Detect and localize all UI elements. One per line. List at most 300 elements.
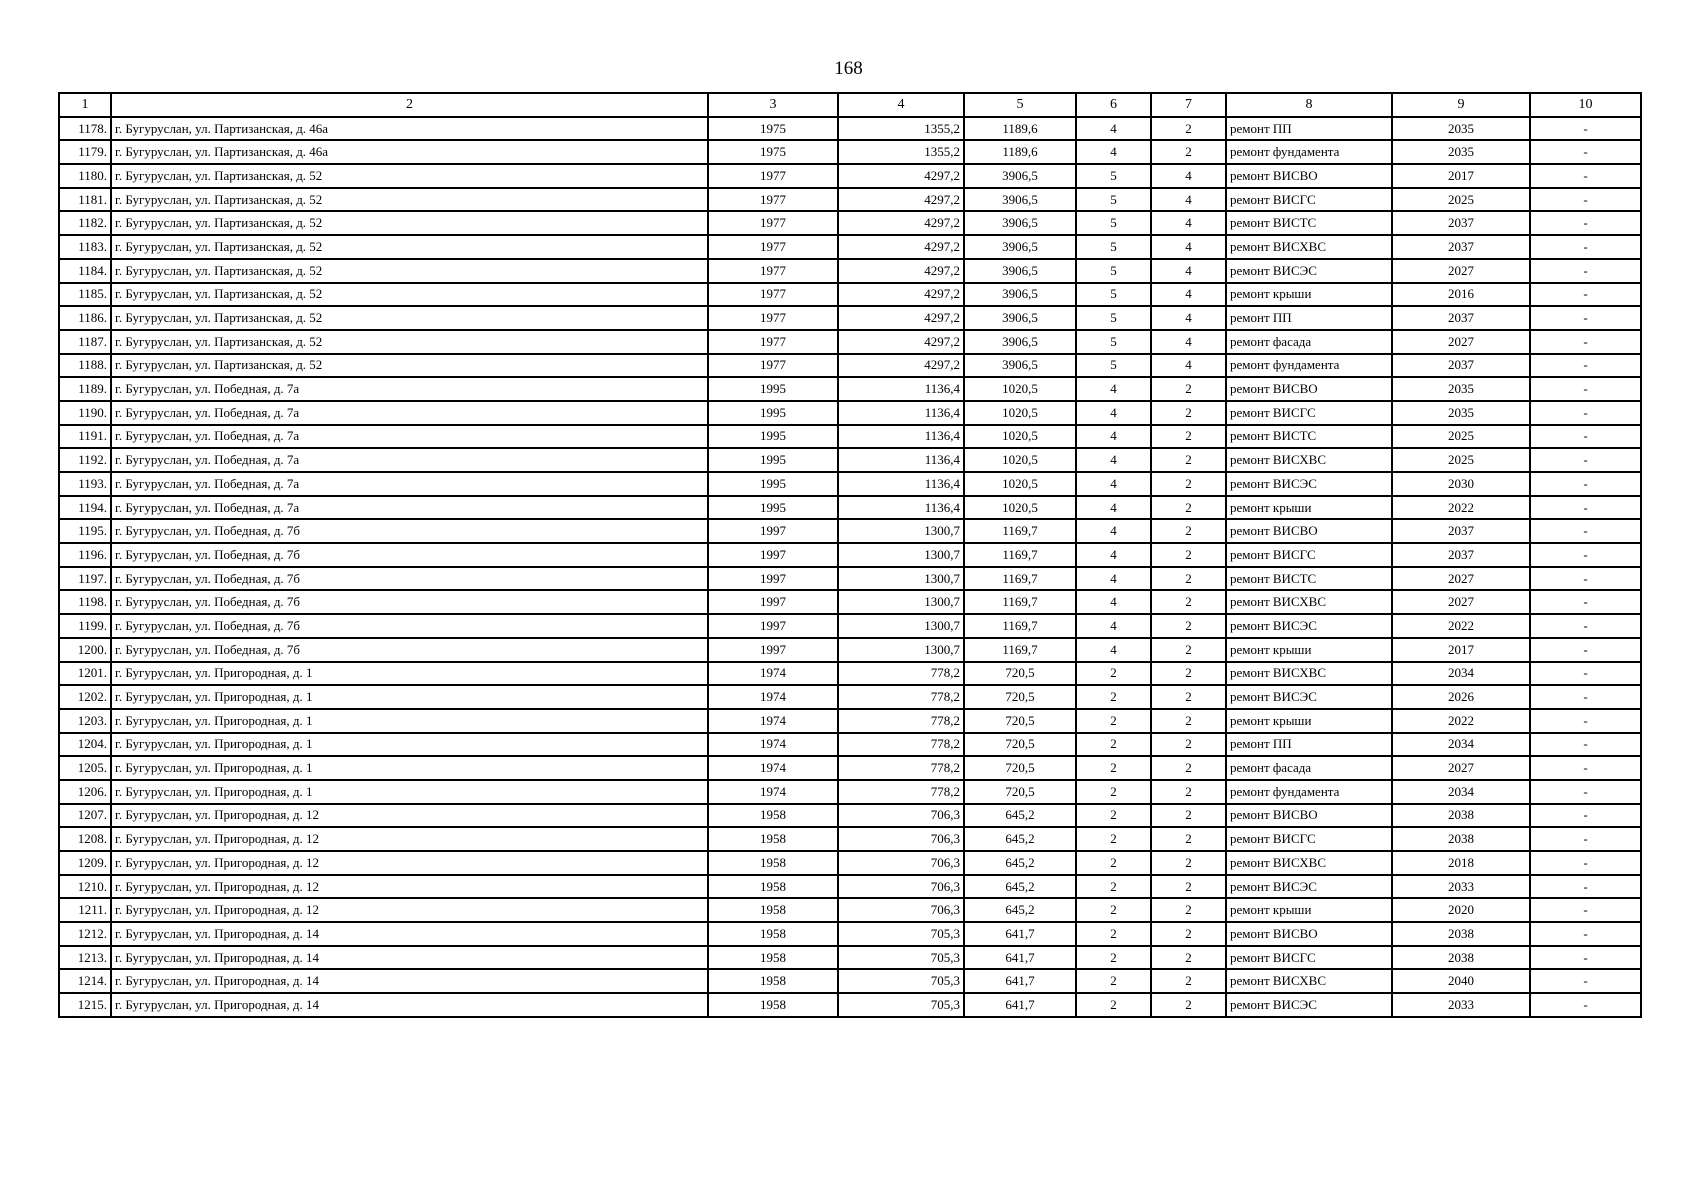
address-cell: г. Бугуруслан, ул. Победная, д. 7а (111, 401, 708, 425)
floors-cell: 2 (1076, 898, 1151, 922)
entrances-cell: 4 (1151, 188, 1226, 212)
entrances-cell: 2 (1151, 496, 1226, 520)
living-area-cell: 641,7 (964, 993, 1076, 1017)
work-type-cell: ремонт ВИСХВС (1226, 851, 1392, 875)
entrances-cell: 2 (1151, 827, 1226, 851)
year-built-cell: 1997 (708, 519, 838, 543)
year-built-cell: 1977 (708, 235, 838, 259)
row-number-cell: 1191. (59, 425, 111, 449)
living-area-cell: 3906,5 (964, 259, 1076, 283)
note-cell: - (1530, 804, 1641, 828)
table-row (59, 804, 1641, 828)
year-built-cell: 1958 (708, 969, 838, 993)
note-cell: - (1530, 330, 1641, 354)
total-area-cell: 1355,2 (838, 117, 964, 141)
work-type-cell: ремонт ВИСВО (1226, 804, 1392, 828)
row-number-cell: 1183. (59, 235, 111, 259)
entrances-cell: 4 (1151, 259, 1226, 283)
row-number-cell: 1179. (59, 140, 111, 164)
column-header-5: 5 (964, 93, 1076, 117)
planned-year-cell: 2022 (1392, 709, 1530, 733)
note-cell: - (1530, 851, 1641, 875)
repair-schedule-table (58, 92, 1642, 1018)
row-number-cell: 1203. (59, 709, 111, 733)
address-cell: г. Бугуруслан, ул. Победная, д. 7б (111, 638, 708, 662)
living-area-cell: 645,2 (964, 804, 1076, 828)
table-row (59, 922, 1641, 946)
address-cell: г. Бугуруслан, ул. Пригородная, д. 12 (111, 875, 708, 899)
column-header-10: 10 (1530, 93, 1641, 117)
floors-cell: 2 (1076, 946, 1151, 970)
living-area-cell: 3906,5 (964, 188, 1076, 212)
living-area-cell: 645,2 (964, 875, 1076, 899)
table-row (59, 448, 1641, 472)
planned-year-cell: 2027 (1392, 567, 1530, 591)
entrances-cell: 2 (1151, 425, 1226, 449)
work-type-cell: ремонт крыши (1226, 898, 1392, 922)
planned-year-cell: 2037 (1392, 543, 1530, 567)
work-type-cell: ремонт ВИСХВС (1226, 448, 1392, 472)
work-type-cell: ремонт ВИСТС (1226, 567, 1392, 591)
row-number-cell: 1213. (59, 946, 111, 970)
note-cell: - (1530, 164, 1641, 188)
floors-cell: 4 (1076, 614, 1151, 638)
year-built-cell: 1974 (708, 780, 838, 804)
living-area-cell: 641,7 (964, 946, 1076, 970)
entrances-cell: 2 (1151, 662, 1226, 686)
floors-cell: 5 (1076, 306, 1151, 330)
address-cell: г. Бугуруслан, ул. Пригородная, д. 1 (111, 685, 708, 709)
floors-cell: 4 (1076, 543, 1151, 567)
table-row (59, 969, 1641, 993)
living-area-cell: 3906,5 (964, 283, 1076, 307)
total-area-cell: 778,2 (838, 780, 964, 804)
year-built-cell: 1958 (708, 851, 838, 875)
total-area-cell: 778,2 (838, 709, 964, 733)
entrances-cell: 2 (1151, 638, 1226, 662)
planned-year-cell: 2038 (1392, 827, 1530, 851)
living-area-cell: 3906,5 (964, 211, 1076, 235)
floors-cell: 4 (1076, 377, 1151, 401)
entrances-cell: 2 (1151, 117, 1226, 141)
entrances-cell: 2 (1151, 804, 1226, 828)
total-area-cell: 4297,2 (838, 306, 964, 330)
work-type-cell: ремонт ПП (1226, 117, 1392, 141)
address-cell: г. Бугуруслан, ул. Победная, д. 7а (111, 448, 708, 472)
row-number-cell: 1205. (59, 756, 111, 780)
address-cell: г. Бугуруслан, ул. Пригородная, д. 12 (111, 827, 708, 851)
total-area-cell: 705,3 (838, 969, 964, 993)
row-number-cell: 1206. (59, 780, 111, 804)
row-number-cell: 1180. (59, 164, 111, 188)
address-cell: г. Бугуруслан, ул. Пригородная, д. 1 (111, 733, 708, 757)
work-type-cell: ремонт ВИСГС (1226, 401, 1392, 425)
note-cell: - (1530, 519, 1641, 543)
total-area-cell: 1300,7 (838, 543, 964, 567)
address-cell: г. Бугуруслан, ул. Пригородная, д. 14 (111, 922, 708, 946)
entrances-cell: 2 (1151, 685, 1226, 709)
floors-cell: 4 (1076, 496, 1151, 520)
note-cell: - (1530, 472, 1641, 496)
year-built-cell: 1958 (708, 875, 838, 899)
floors-cell: 4 (1076, 567, 1151, 591)
row-number-cell: 1184. (59, 259, 111, 283)
note-cell: - (1530, 733, 1641, 757)
table-row (59, 780, 1641, 804)
floors-cell: 5 (1076, 354, 1151, 378)
floors-cell: 5 (1076, 259, 1151, 283)
note-cell: - (1530, 188, 1641, 212)
planned-year-cell: 2033 (1392, 993, 1530, 1017)
planned-year-cell: 2025 (1392, 448, 1530, 472)
table-row (59, 709, 1641, 733)
living-area-cell: 645,2 (964, 827, 1076, 851)
living-area-cell: 1169,7 (964, 614, 1076, 638)
total-area-cell: 1136,4 (838, 401, 964, 425)
table-row (59, 827, 1641, 851)
work-type-cell: ремонт ВИСВО (1226, 519, 1392, 543)
table-row (59, 188, 1641, 212)
total-area-cell: 4297,2 (838, 164, 964, 188)
year-built-cell: 1974 (708, 756, 838, 780)
planned-year-cell: 2033 (1392, 875, 1530, 899)
total-area-cell: 4297,2 (838, 235, 964, 259)
floors-cell: 2 (1076, 969, 1151, 993)
work-type-cell: ремонт ВИСХВС (1226, 662, 1392, 686)
living-area-cell: 1169,7 (964, 567, 1076, 591)
note-cell: - (1530, 448, 1641, 472)
note-cell: - (1530, 969, 1641, 993)
living-area-cell: 720,5 (964, 733, 1076, 757)
page-number: 168 (834, 58, 863, 79)
table-row (59, 401, 1641, 425)
planned-year-cell: 2030 (1392, 472, 1530, 496)
living-area-cell: 1169,7 (964, 543, 1076, 567)
planned-year-cell: 2035 (1392, 117, 1530, 141)
total-area-cell: 1300,7 (838, 590, 964, 614)
year-built-cell: 1975 (708, 140, 838, 164)
note-cell: - (1530, 922, 1641, 946)
row-number-cell: 1200. (59, 638, 111, 662)
entrances-cell: 2 (1151, 875, 1226, 899)
note-cell: - (1530, 259, 1641, 283)
entrances-cell: 2 (1151, 614, 1226, 638)
planned-year-cell: 2016 (1392, 283, 1530, 307)
floors-cell: 5 (1076, 211, 1151, 235)
row-number-cell: 1209. (59, 851, 111, 875)
table-row (59, 875, 1641, 899)
year-built-cell: 1977 (708, 259, 838, 283)
column-header-4: 4 (838, 93, 964, 117)
note-cell: - (1530, 283, 1641, 307)
total-area-cell: 778,2 (838, 756, 964, 780)
table-row (59, 519, 1641, 543)
row-number-cell: 1187. (59, 330, 111, 354)
note-cell: - (1530, 946, 1641, 970)
row-number-cell: 1189. (59, 377, 111, 401)
entrances-cell: 4 (1151, 211, 1226, 235)
table-row (59, 306, 1641, 330)
year-built-cell: 1977 (708, 283, 838, 307)
table-row (59, 425, 1641, 449)
living-area-cell: 645,2 (964, 898, 1076, 922)
note-cell: - (1530, 211, 1641, 235)
table-row (59, 946, 1641, 970)
living-area-cell: 1020,5 (964, 496, 1076, 520)
planned-year-cell: 2027 (1392, 590, 1530, 614)
total-area-cell: 706,3 (838, 898, 964, 922)
row-number-cell: 1185. (59, 283, 111, 307)
year-built-cell: 1997 (708, 638, 838, 662)
note-cell: - (1530, 354, 1641, 378)
planned-year-cell: 2018 (1392, 851, 1530, 875)
total-area-cell: 1355,2 (838, 140, 964, 164)
row-number-cell: 1214. (59, 969, 111, 993)
floors-cell: 5 (1076, 188, 1151, 212)
floors-cell: 2 (1076, 685, 1151, 709)
address-cell: г. Бугуруслан, ул. Пригородная, д. 12 (111, 804, 708, 828)
row-number-cell: 1201. (59, 662, 111, 686)
floors-cell: 2 (1076, 804, 1151, 828)
entrances-cell: 2 (1151, 969, 1226, 993)
floors-cell: 2 (1076, 827, 1151, 851)
year-built-cell: 1958 (708, 922, 838, 946)
year-built-cell: 1977 (708, 306, 838, 330)
entrances-cell: 4 (1151, 283, 1226, 307)
total-area-cell: 778,2 (838, 685, 964, 709)
address-cell: г. Бугуруслан, ул. Партизанская, д. 52 (111, 306, 708, 330)
entrances-cell: 4 (1151, 164, 1226, 188)
living-area-cell: 645,2 (964, 851, 1076, 875)
address-cell: г. Бугуруслан, ул. Партизанская, д. 52 (111, 330, 708, 354)
planned-year-cell: 2034 (1392, 780, 1530, 804)
floors-cell: 2 (1076, 733, 1151, 757)
year-built-cell: 1995 (708, 472, 838, 496)
table-row (59, 898, 1641, 922)
note-cell: - (1530, 827, 1641, 851)
note-cell: - (1530, 140, 1641, 164)
table-row (59, 567, 1641, 591)
address-cell: г. Бугуруслан, ул. Пригородная, д. 12 (111, 898, 708, 922)
living-area-cell: 3906,5 (964, 164, 1076, 188)
work-type-cell: ремонт ВИСЭС (1226, 259, 1392, 283)
note-cell: - (1530, 543, 1641, 567)
work-type-cell: ремонт ВИСХВС (1226, 590, 1392, 614)
work-type-cell: ремонт ВИСГС (1226, 188, 1392, 212)
work-type-cell: ремонт крыши (1226, 496, 1392, 520)
year-built-cell: 1958 (708, 993, 838, 1017)
note-cell: - (1530, 306, 1641, 330)
note-cell: - (1530, 875, 1641, 899)
table-row (59, 756, 1641, 780)
planned-year-cell: 2020 (1392, 898, 1530, 922)
total-area-cell: 1136,4 (838, 472, 964, 496)
living-area-cell: 1020,5 (964, 401, 1076, 425)
row-number-cell: 1186. (59, 306, 111, 330)
planned-year-cell: 2038 (1392, 922, 1530, 946)
floors-cell: 4 (1076, 117, 1151, 141)
total-area-cell: 706,3 (838, 804, 964, 828)
planned-year-cell: 2035 (1392, 140, 1530, 164)
planned-year-cell: 2040 (1392, 969, 1530, 993)
address-cell: г. Бугуруслан, ул. Победная, д. 7а (111, 496, 708, 520)
living-area-cell: 720,5 (964, 709, 1076, 733)
work-type-cell: ремонт фундамента (1226, 780, 1392, 804)
living-area-cell: 641,7 (964, 922, 1076, 946)
row-number-cell: 1208. (59, 827, 111, 851)
entrances-cell: 2 (1151, 898, 1226, 922)
work-type-cell: ремонт ВИСТС (1226, 211, 1392, 235)
column-header-1: 1 (59, 93, 111, 117)
column-header-8: 8 (1226, 93, 1392, 117)
address-cell: г. Бугуруслан, ул. Победная, д. 7б (111, 614, 708, 638)
entrances-cell: 2 (1151, 709, 1226, 733)
note-cell: - (1530, 993, 1641, 1017)
note-cell: - (1530, 709, 1641, 733)
address-cell: г. Бугуруслан, ул. Партизанская, д. 52 (111, 259, 708, 283)
work-type-cell: ремонт фасада (1226, 756, 1392, 780)
year-built-cell: 1995 (708, 448, 838, 472)
entrances-cell: 2 (1151, 780, 1226, 804)
address-cell: г. Бугуруслан, ул. Пригородная, д. 14 (111, 946, 708, 970)
floors-cell: 2 (1076, 851, 1151, 875)
planned-year-cell: 2037 (1392, 519, 1530, 543)
row-number-cell: 1196. (59, 543, 111, 567)
work-type-cell: ремонт ВИСЭС (1226, 685, 1392, 709)
floors-cell: 2 (1076, 709, 1151, 733)
work-type-cell: ремонт ВИСВО (1226, 377, 1392, 401)
table-row (59, 733, 1641, 757)
floors-cell: 2 (1076, 780, 1151, 804)
address-cell: г. Бугуруслан, ул. Пригородная, д. 14 (111, 993, 708, 1017)
planned-year-cell: 2037 (1392, 235, 1530, 259)
year-built-cell: 1975 (708, 117, 838, 141)
total-area-cell: 4297,2 (838, 283, 964, 307)
work-type-cell: ремонт ВИСГС (1226, 827, 1392, 851)
column-header-9: 9 (1392, 93, 1530, 117)
year-built-cell: 1997 (708, 590, 838, 614)
note-cell: - (1530, 685, 1641, 709)
living-area-cell: 720,5 (964, 662, 1076, 686)
table-row (59, 259, 1641, 283)
planned-year-cell: 2038 (1392, 804, 1530, 828)
total-area-cell: 706,3 (838, 875, 964, 899)
table-row (59, 614, 1641, 638)
floors-cell: 4 (1076, 472, 1151, 496)
note-cell: - (1530, 780, 1641, 804)
living-area-cell: 3906,5 (964, 306, 1076, 330)
total-area-cell: 705,3 (838, 922, 964, 946)
floors-cell: 5 (1076, 164, 1151, 188)
note-cell: - (1530, 425, 1641, 449)
table-row (59, 472, 1641, 496)
column-header-6: 6 (1076, 93, 1151, 117)
planned-year-cell: 2017 (1392, 164, 1530, 188)
year-built-cell: 1958 (708, 946, 838, 970)
living-area-cell: 1189,6 (964, 117, 1076, 141)
planned-year-cell: 2027 (1392, 756, 1530, 780)
planned-year-cell: 2035 (1392, 377, 1530, 401)
entrances-cell: 4 (1151, 354, 1226, 378)
address-cell: г. Бугуруслан, ул. Партизанская, д. 46а (111, 140, 708, 164)
total-area-cell: 778,2 (838, 733, 964, 757)
work-type-cell: ремонт ВИСГС (1226, 946, 1392, 970)
floors-cell: 5 (1076, 283, 1151, 307)
address-cell: г. Бугуруслан, ул. Партизанская, д. 52 (111, 188, 708, 212)
row-number-cell: 1197. (59, 567, 111, 591)
living-area-cell: 1169,7 (964, 519, 1076, 543)
total-area-cell: 1136,4 (838, 448, 964, 472)
note-cell: - (1530, 898, 1641, 922)
floors-cell: 4 (1076, 425, 1151, 449)
year-built-cell: 1977 (708, 354, 838, 378)
living-area-cell: 1020,5 (964, 425, 1076, 449)
living-area-cell: 641,7 (964, 969, 1076, 993)
column-header-7: 7 (1151, 93, 1226, 117)
work-type-cell: ремонт ПП (1226, 306, 1392, 330)
entrances-cell: 2 (1151, 519, 1226, 543)
table-body (59, 117, 1641, 1017)
address-cell: г. Бугуруслан, ул. Победная, д. 7а (111, 377, 708, 401)
year-built-cell: 1974 (708, 662, 838, 686)
row-number-cell: 1198. (59, 590, 111, 614)
year-built-cell: 1974 (708, 709, 838, 733)
planned-year-cell: 2037 (1392, 211, 1530, 235)
floors-cell: 4 (1076, 401, 1151, 425)
row-number-cell: 1212. (59, 922, 111, 946)
note-cell: - (1530, 614, 1641, 638)
entrances-cell: 2 (1151, 472, 1226, 496)
entrances-cell: 2 (1151, 448, 1226, 472)
row-number-cell: 1207. (59, 804, 111, 828)
total-area-cell: 706,3 (838, 851, 964, 875)
work-type-cell: ремонт ПП (1226, 733, 1392, 757)
total-area-cell: 1136,4 (838, 496, 964, 520)
planned-year-cell: 2027 (1392, 330, 1530, 354)
year-built-cell: 1958 (708, 804, 838, 828)
year-built-cell: 1977 (708, 330, 838, 354)
row-number-cell: 1192. (59, 448, 111, 472)
table-row (59, 164, 1641, 188)
row-number-cell: 1210. (59, 875, 111, 899)
floors-cell: 2 (1076, 756, 1151, 780)
work-type-cell: ремонт ВИСЭС (1226, 993, 1392, 1017)
planned-year-cell: 2038 (1392, 946, 1530, 970)
planned-year-cell: 2037 (1392, 306, 1530, 330)
year-built-cell: 1995 (708, 377, 838, 401)
note-cell: - (1530, 235, 1641, 259)
address-cell: г. Бугуруслан, ул. Партизанская, д. 52 (111, 354, 708, 378)
note-cell: - (1530, 377, 1641, 401)
total-area-cell: 1300,7 (838, 614, 964, 638)
row-number-cell: 1182. (59, 211, 111, 235)
floors-cell: 2 (1076, 875, 1151, 899)
living-area-cell: 1020,5 (964, 448, 1076, 472)
year-built-cell: 1995 (708, 425, 838, 449)
total-area-cell: 4297,2 (838, 211, 964, 235)
address-cell: г. Бугуруслан, ул. Победная, д. 7а (111, 425, 708, 449)
total-area-cell: 4297,2 (838, 259, 964, 283)
address-cell: г. Бугуруслан, ул. Партизанская, д. 52 (111, 235, 708, 259)
table-row (59, 330, 1641, 354)
work-type-cell: ремонт крыши (1226, 638, 1392, 662)
address-cell: г. Бугуруслан, ул. Победная, д. 7б (111, 567, 708, 591)
work-type-cell: ремонт фундамента (1226, 354, 1392, 378)
table-row (59, 685, 1641, 709)
header-row (59, 93, 1641, 117)
entrances-cell: 2 (1151, 140, 1226, 164)
floors-cell: 4 (1076, 590, 1151, 614)
